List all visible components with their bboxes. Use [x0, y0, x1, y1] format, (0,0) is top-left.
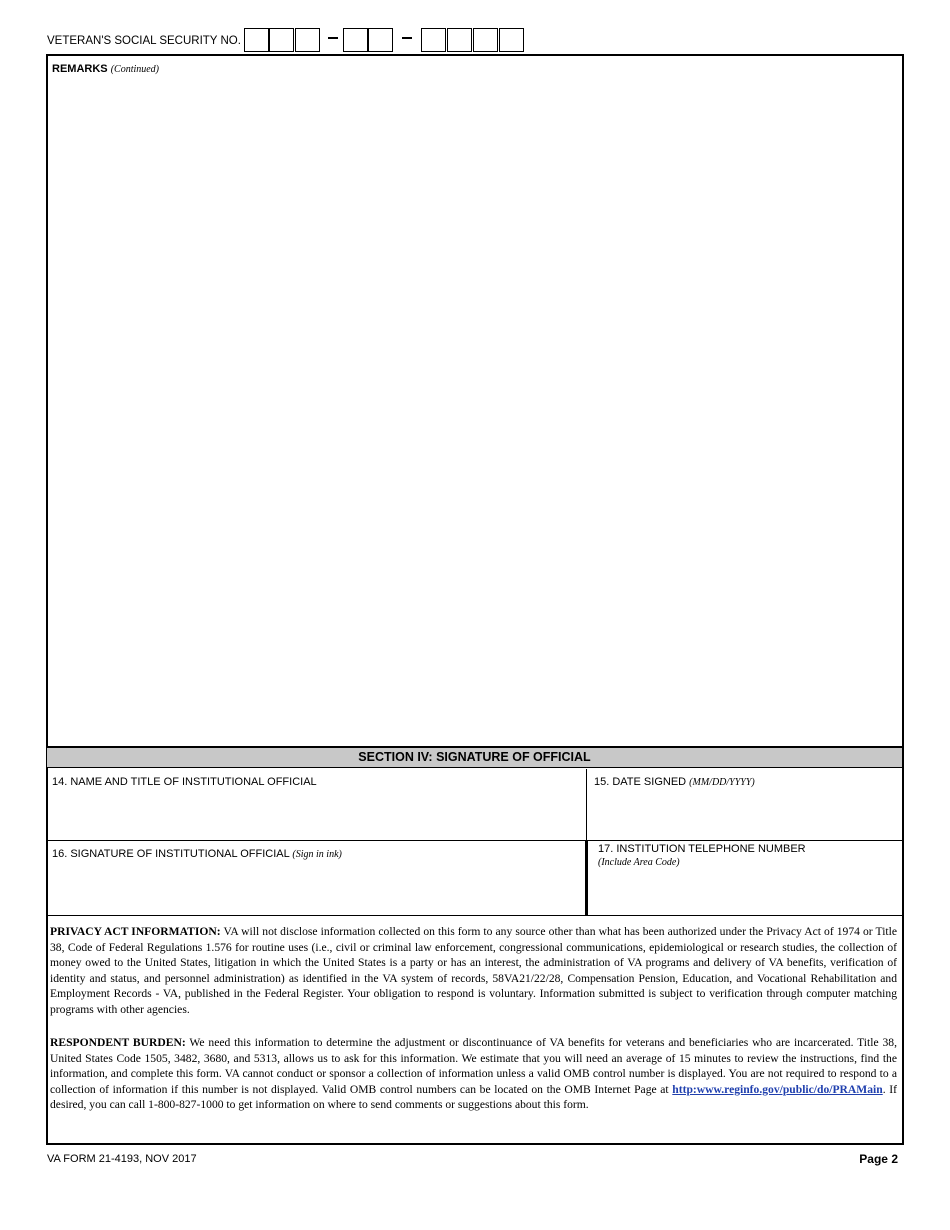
ssn-digit-box[interactable] [421, 28, 446, 52]
ssn-digit-box[interactable] [447, 28, 472, 52]
field-17-note: (Include Area Code) [598, 857, 680, 868]
remarks-label-note: (Continued) [110, 64, 160, 75]
official-signature-input[interactable] [50, 864, 580, 912]
divider [586, 769, 587, 841]
field-15-label-note: (MM/DD/YYYY) [689, 777, 755, 788]
field-14-label: 14. NAME AND TITLE OF INSTITUTIONAL OFFICIAL [52, 776, 317, 788]
official-name-title-input[interactable] [50, 792, 582, 836]
ssn-digit-box[interactable] [473, 28, 498, 52]
field-16-label-text: 16. SIGNATURE OF INSTITUTIONAL OFFICIAL [52, 848, 290, 860]
respondent-burden-heading: RESPONDENT BURDEN: [50, 1036, 186, 1049]
divider [47, 915, 902, 916]
ssn-dash [328, 37, 338, 39]
ssn-digit-box[interactable] [368, 28, 393, 52]
ssn-dash [402, 37, 412, 39]
respondent-burden-text: We need this information to determine the adjustment or discontinuance of VA benefits for veterans and beneficiaries who are incarcerated. Title 38, United States Code 1505, 3482, 3680, and 5313, allows us to ask for this information. We estimate that you will need an average of 15 minutes to review the instructions, find the information, and complete this form. VA cannot conduct or sponsor a collection of information unless a valid OMB control number is displayed. You are not required to respond to a collection of information if this number is not displayed. Valid OMB control numbers can be located on the OMB Internet Page at [50, 1036, 897, 1096]
page-number: Page 2 [859, 1152, 898, 1166]
field-15-label-text: 15. DATE SIGNED [594, 776, 687, 788]
ssn-label: VETERAN'S SOCIAL SECURITY NO. [47, 35, 241, 47]
ssn-digit-box[interactable] [343, 28, 368, 52]
ssn-digit-box[interactable] [499, 28, 524, 52]
form-id: VA FORM 21-4193, NOV 2017 [47, 1153, 197, 1165]
field-17-label: 17. INSTITUTION TELEPHONE NUMBER [598, 843, 806, 855]
section-iv-header: SECTION IV: SIGNATURE OF OFFICIAL [47, 746, 902, 768]
respondent-burden-text-after: . If desired, you can call 1-800-827-1000 to get information on where to send comments or suggestions about this form. [50, 1082, 897, 1112]
field-16-label-note: (Sign in ink) [292, 849, 342, 860]
privacy-act-paragraph [50, 924, 897, 1018]
ssn-digit-box[interactable] [269, 28, 294, 52]
ssn-digit-box[interactable] [244, 28, 269, 52]
respondent-burden-paragraph [50, 1035, 897, 1113]
field-15-label [594, 776, 755, 788]
privacy-act-text: VA will not disclose information collected on this form to any source other than what has been authorized under the Privacy Act of 1974 or Title 38, Code of Federal Regulations 1.576 for routine uses (i.e., civil or criminal law enforcement, congressional communications, epidemiological or research studies, the collection of money owed to the United States, litigation in which the United States is a party or has an interest, the administration of VA programs and delivery of VA benefits, verification of identity and status, and personnel administration) as identified in the VA system of records, 58VA21/22/28, Compensation Pension, Education, and Vocational Rehabilitation and Employment Records - VA, published in the Federal Register. Your obligation to respond is voluntary. Information submitted is subject to verification through computer matching programs with other agencies. [50, 925, 898, 1016]
remarks-label-text: REMARKS [52, 63, 108, 75]
divider [47, 840, 902, 841]
remarks-label [52, 63, 159, 75]
divider [585, 841, 588, 915]
pra-main-link[interactable]: http:www.reginfo.gov/public/do/PRAMain [672, 1082, 883, 1096]
institution-telephone-input[interactable] [594, 872, 897, 912]
ssn-digit-box[interactable] [295, 28, 320, 52]
field-16-label [52, 848, 342, 860]
date-signed-input[interactable] [592, 792, 897, 836]
remarks-input[interactable] [50, 80, 900, 740]
privacy-act-heading: PRIVACY ACT INFORMATION: [50, 925, 221, 938]
